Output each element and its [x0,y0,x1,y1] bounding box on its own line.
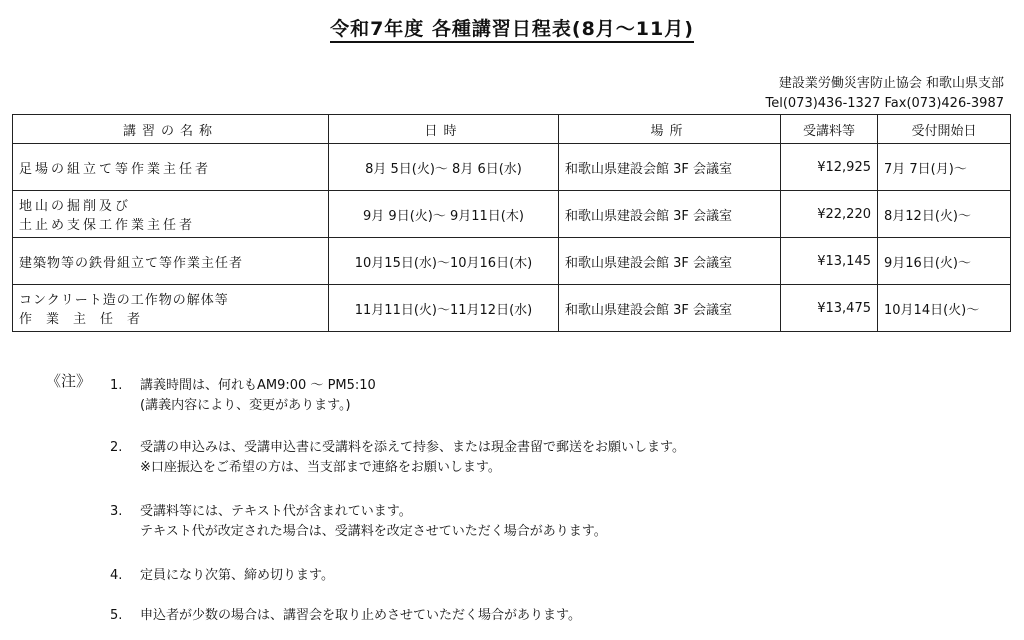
course-start: 7月 7日(月)～ [878,144,1011,191]
course-fee: ¥22,220 [781,191,878,238]
table-row [13,285,1011,332]
course-name-line1: 建築物等の鉄骨組立て等作業主任者 [19,255,244,271]
header-datetime: 日時 [329,115,559,144]
course-venue: 和歌山県建設会館 3F 会議室 [559,191,781,238]
table-header-row [13,115,1011,144]
header-course-name: 講習の名称 [13,115,329,144]
page-title-text: 令和7年度 各種講習日程表(8月～11月) [330,18,694,43]
course-date: 8月 5日(火)～ 8月 6日(水) [329,144,559,191]
course-venue: 和歌山県建設会館 3F 会議室 [559,285,781,332]
note-number: 4. [110,568,123,583]
note-number: 5. [110,608,123,623]
note-number: 1. [110,378,123,393]
note-item [110,566,334,586]
course-date: 10月15日(水)～10月16日(木) [329,238,559,285]
notes-label: 《注》 [46,372,92,390]
course-start: 8月12日(火)～ [878,191,1011,238]
course-start: 9月16日(火)～ [878,238,1011,285]
course-name-line1: コンクリート造の工作物の解体等 [19,293,229,308]
course-name [13,191,329,238]
course-name [13,238,329,285]
note-number: 2. [110,440,123,455]
note-line1: 受講料等には、テキスト代が含まれています。 [140,504,412,519]
course-venue: 和歌山県建設会館 3F 会議室 [559,238,781,285]
course-name [13,285,329,332]
course-name-line1: 地山の掘削及び [19,199,132,214]
note-line2: ※口座振込をご希望の方は、当支部まで連絡をお願いします。 [140,460,501,475]
org-info [765,74,1004,114]
table-row [13,144,1011,191]
course-name [13,144,329,191]
note-item [110,376,376,416]
note-item [110,606,581,626]
note-line2: テキスト代が改定された場合は、受講料を改定させていただく場合があります。 [140,524,607,539]
note-item [110,502,607,542]
note-line1: 定員になり次第、締め切ります。 [140,568,334,583]
note-line1: 申込者が少数の場合は、講習会を取り止めさせていただく場合があります。 [140,608,581,623]
note-item [110,438,685,478]
schedule-table [12,114,1011,332]
note-line2: (講義内容により、変更があります。) [140,398,351,413]
course-fee: ¥13,145 [781,238,878,285]
course-fee: ¥13,475 [781,285,878,332]
course-start: 10月14日(火)～ [878,285,1011,332]
page-title [0,14,1024,41]
note-line1: 受講の申込みは、受講申込書に受講料を添えて持参、または現金書留で郵送をお願いします。 [140,440,685,455]
course-fee: ¥12,925 [781,144,878,191]
course-venue: 和歌山県建設会館 3F 会議室 [559,144,781,191]
course-name-line2: 作業主任者 [19,312,155,327]
table-row [13,191,1011,238]
course-name-line2: 土止め支保工作業主任者 [19,218,196,233]
course-name-line1: 足場の組立て等作業主任者 [19,161,212,177]
header-venue: 場所 [559,115,781,144]
org-name: 建設業労働災害防止協会 和歌山県支部 [778,76,1004,91]
note-line1: 講義時間は、何れもAM9:00 ～ PM5:10 [140,378,376,393]
course-date: 11月11日(火)～11月12日(水) [329,285,559,332]
note-number: 3. [110,504,123,519]
org-contact: Tel(073)436-1327 Fax(073)426-3987 [765,96,1004,111]
header-fee: 受講料等 [781,115,878,144]
table-row [13,238,1011,285]
course-date: 9月 9日(火)～ 9月11日(木) [329,191,559,238]
header-start-date: 受付開始日 [878,115,1011,144]
